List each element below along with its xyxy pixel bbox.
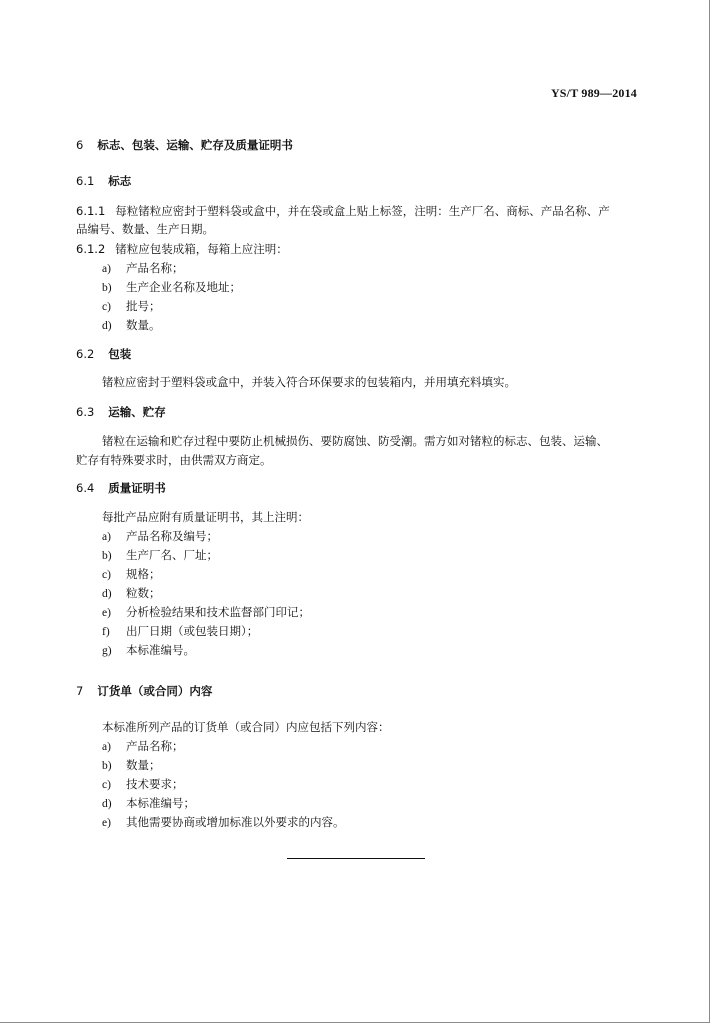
clause-6-1-2-text: 锗粒应包装成箱，每箱上应注明：	[115, 242, 288, 256]
list-item: d) 数量。	[102, 318, 161, 332]
clause-6-1-1-number: 6.1.1	[76, 204, 106, 218]
list-item: f) 出厂日期（或包装日期）；	[102, 624, 259, 638]
section-6-4-text: 每批产品应附有质量证明书，其上注明：	[102, 510, 309, 524]
section-6-1-number: 6.1	[76, 174, 95, 188]
section-6-3-number: 6.3	[76, 405, 95, 419]
section-6-2-heading	[76, 347, 131, 361]
list-item: e) 分析检验结果和技术监督部门印记；	[102, 605, 310, 619]
section-7-title: 订货单（或合同）内容	[97, 684, 213, 698]
section-7-text: 本标准所列产品的订货单（或合同）内应包括下列内容：	[102, 720, 390, 734]
section-6-number: 6	[76, 138, 84, 152]
list-item: a) 产品名称；	[102, 261, 184, 275]
list-item: b) 生产企业名称及地址；	[102, 280, 241, 294]
clause-6-1-1-line1	[76, 204, 610, 218]
clause-6-1-1-text: 每粒锗粒应密封于塑料袋或盒中，并在袋或盒上贴上标签，注明：生产厂名、商标、产品名称、产	[115, 204, 610, 218]
list-item: c) 技术要求；	[102, 777, 184, 791]
list-item: e) 其他需要协商或增加标准以外要求的内容。	[102, 815, 345, 829]
list-item: b) 生产厂名、厂址；	[102, 548, 218, 562]
list-item: g) 本标准编号。	[102, 643, 195, 657]
list-item: d) 粒数；	[102, 586, 161, 600]
section-7-heading	[76, 684, 212, 698]
section-6-heading	[76, 138, 293, 152]
section-6-title: 标志、包装、运输、贮存及质量证明书	[97, 138, 293, 152]
section-6-3-title: 运输、贮存	[108, 405, 166, 419]
section-6-4-title: 质量证明书	[108, 481, 166, 495]
section-6-4-heading	[76, 481, 166, 495]
clause-6-1-2	[76, 242, 288, 256]
section-6-3-line2: 贮存有特殊要求时，由供需双方商定。	[76, 453, 272, 467]
list-item: c) 批号；	[102, 299, 161, 313]
section-6-2-number: 6.2	[76, 347, 95, 361]
document-code: YS/T 989—2014	[550, 86, 637, 100]
section-7-number: 7	[76, 684, 84, 698]
list-item: a) 产品名称；	[102, 739, 184, 753]
list-item: c) 规格；	[102, 567, 161, 581]
section-6-3-line1: 锗粒在运输和贮存过程中要防止机械损伤、要防腐蚀、防受潮。需方如对锗粒的标志、包装、运输、	[102, 434, 608, 448]
section-6-3-heading	[76, 405, 166, 419]
section-6-2-title: 包装	[108, 347, 132, 361]
list-item: a) 产品名称及编号；	[102, 529, 218, 543]
section-6-2-text: 锗粒应密封于塑料袋或盒中，并装入符合环保要求的包装箱内，并用填充料填实。	[102, 375, 516, 389]
section-6-1-title: 标志	[108, 174, 132, 188]
end-of-document-rule	[287, 858, 425, 859]
clause-6-1-1-line2: 品编号、数量、生产日期。	[76, 222, 214, 236]
section-6-4-number: 6.4	[76, 481, 95, 495]
list-item: b) 数量；	[102, 758, 161, 772]
list-item: d) 本标准编号；	[102, 796, 195, 810]
clause-6-1-2-number: 6.1.2	[76, 242, 106, 256]
section-6-1-heading	[76, 174, 131, 188]
